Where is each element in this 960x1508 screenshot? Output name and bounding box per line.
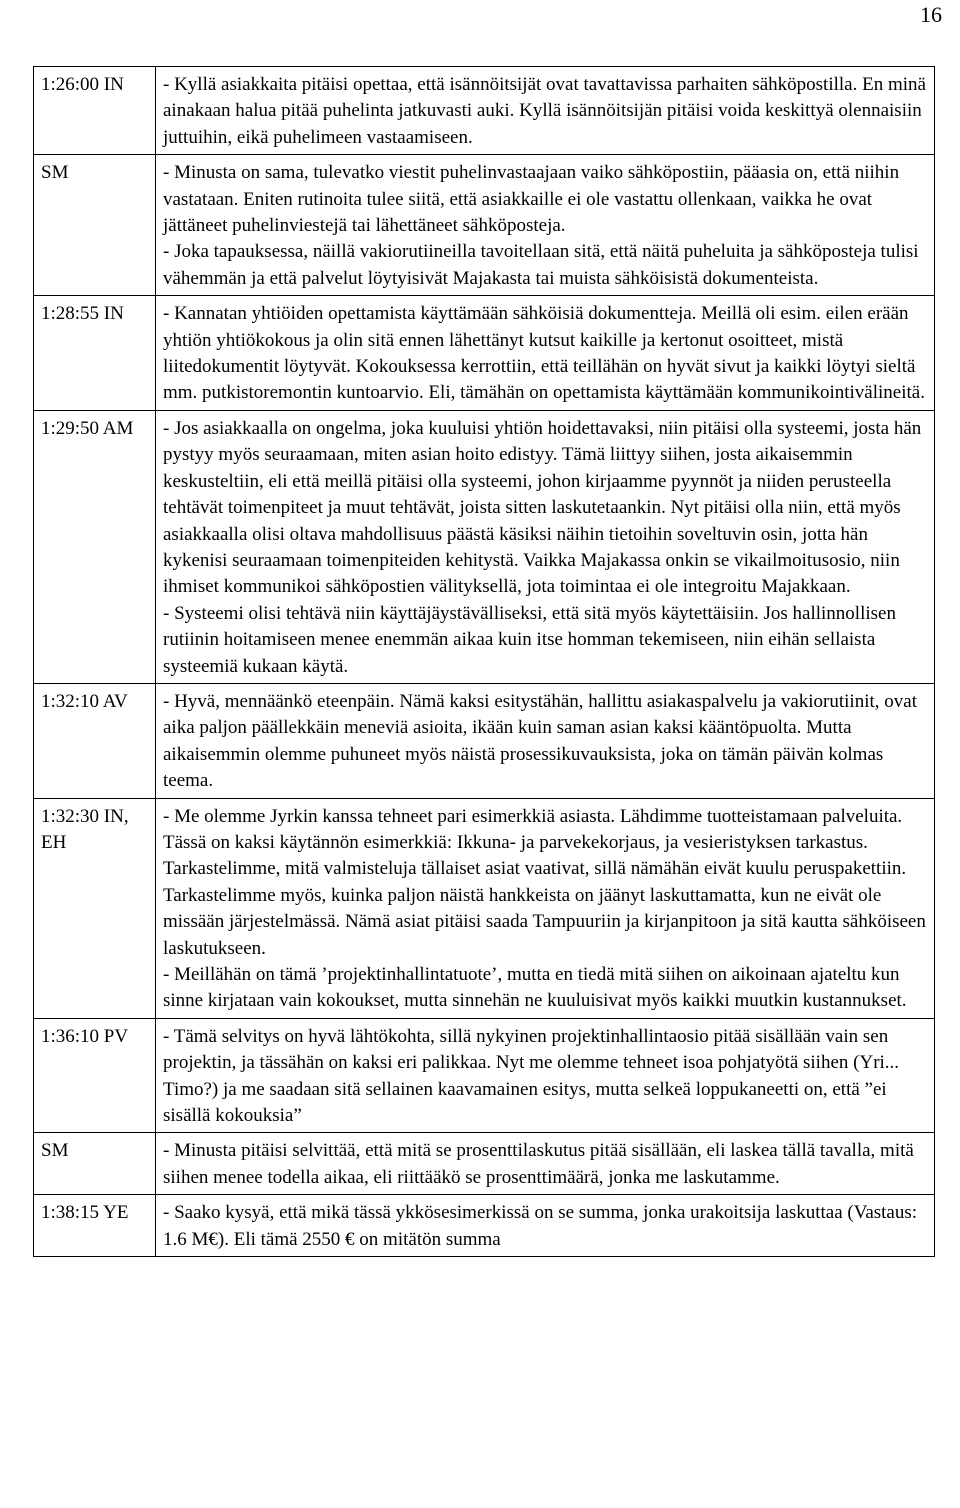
speech-paragraph: - Systeemi olisi tehtävä niin käyttäjäystävälliseksi, että sitä myös käytettäisiin. Jos hallinnollisen rutiinin hoitamiseen menee enemmän aikaa kuin itse homman tekemiseen, niin eihän sellaista systeemiä kukaan käytä. (163, 602, 896, 677)
speaker-cell (34, 1133, 156, 1195)
speech-paragraph: - Jos asiakkaalla on ongelma, joka kuuluisi yhtiön hoidettavaksi, niin pitäisi olla systeemi, josta hän pystyy myös seuraamaan, miten asian hoito edistyy. Tämä liittyy siihen, josta aikaisemmin keskusteltiin, eli että meillä pitäisi olla systeemi, johon kirjaamme pyynnöt ja niiden perusteella tehtävät toimenpiteet ja muut tehtävät, joista sitten laskutetaankin. Nyt pitäisi olla niin, että myös asiakkaalla olisi oltava mahdollisuus päästä käsiksi näihin tietoihin soveltuvin osin, jotta hän kykenisi seuraamaan toimenpiteiden kehitystä. Vaikka Majakassa onkin se vikailmoitusosio, niin ihmiset kommunikoi sähköpostien välityksellä, jota toimintaa ei ole integroitu Majakkaan. (163, 417, 922, 598)
speaker-label: 1:32:10 AV (41, 690, 128, 712)
speaker-label: 1:26:00 IN (41, 74, 124, 95)
transcript-row (34, 155, 935, 296)
speaker-cell (34, 1195, 156, 1257)
transcript-row (34, 798, 935, 1018)
speech-paragraph: - Kannatan yhtiöiden opettamista käyttämään sähköisiä dokumentteja. Meillä oli esim. eilen erään yhtiön yhtiökokous ja olin sitä ennen lähettänyt kutsut kaikille ja kertonut osoitteet, mistä liitedokumentit löytyvät. Kokouksessa kerrottiin, että teillähän on hyvät sivut ja kaikki löytyi sieltä mm. putkistoremontin kuntoarvio. Eli, tämähän on opettamista käyttämään kommunikointivälineitä. (163, 303, 925, 404)
transcript-row (34, 1195, 935, 1257)
transcript-row (34, 1133, 935, 1195)
speech-cell (156, 155, 935, 296)
speech-paragraph: - Tämä selvitys on hyvä lähtökohta, sillä nykyinen projektinhallintaosio pitää sisällään vain sen projektin, ja tässähän on kaksi eri palikkaa. Nyt me olemme tehneet isoa pohjatyötä siihen (Yri... Timo?) ja me saadaan sitä sellainen kaavamainen esitys, mutta selkeä loppukaneetti on, että ”ei sisällä kokouksia” (163, 1025, 900, 1127)
speaker-label: SM (41, 1140, 69, 1162)
speaker-cell (34, 155, 156, 296)
page-number: 16 (920, 2, 942, 27)
speaker-cell (34, 798, 156, 1018)
speaker-label: 1:32:30 IN, EH (41, 805, 129, 853)
speaker-label: 1:28:55 IN (41, 303, 124, 325)
speaker-label: SM (41, 162, 69, 184)
speech-cell (156, 296, 935, 411)
speech-cell (156, 1018, 935, 1133)
speaker-cell (34, 683, 156, 798)
transcript-row (34, 67, 935, 155)
speech-paragraph: - Saako kysyä, että mikä tässä ykkösesimerkissä on se summa, jonka urakoitsija laskuttaa (Vastaus: 1.6 M€). Eli tämä 2550 € on mitätön summa (163, 1202, 918, 1250)
speaker-cell (34, 67, 156, 155)
speaker-cell (34, 296, 156, 411)
speech-paragraph: - Minusta on sama, tulevatko viestit puhelinvastaajaan vaiko sähköpostiin, pääasia on, että niihin vastataan. Eniten rutinoita tulee siitä, että asiakkaille ei ole vastattu ollenkaan, vaikka he ovat jättäneet puhelinviestejä tai lähettäneet sähköposteja. (163, 162, 900, 237)
speech-cell (156, 1133, 935, 1195)
speaker-cell (34, 410, 156, 683)
speech-paragraph: - Me olemme Jyrkin kanssa tehneet pari esimerkkiä asiasta. Lähdimme tuotteistamaan palveluita. Tässä on kaksi käytännön esimerkkiä: Ikkuna- ja parvekekorjaus, ja vesieristyksen tarkastus. Tarkastelimme, mitä valmisteluja tällaiset asiat vaativat, sillä nämähän eivät kuulu peruspakettiin. Tarkastelimme myös, kuinka paljon näistä hankkeista on jäänyt laskuttamatta, kun ne eivät ole missään järjestelmässä. Nämä asiat pitäisi saada Tampuuriin ja kirjanpitoon ja sitä kautta sähköiseen laskutukseen. (163, 805, 926, 959)
transcript-row (34, 410, 935, 683)
speech-paragraph: - Meillähän on tämä ’projektinhallintatuote’, mutta en tiedä mitä siihen on aikoinaan ajateltu kun sinne kirjataan vain kokoukset, mutta sinnehän ne kuuluisivat myös kaikki muutkin kustannukset. (163, 964, 907, 1012)
transcript-body (34, 67, 935, 1257)
speech-paragraph: - Joka tapauksessa, näillä vakiorutiineilla tavoitellaan sitä, että näitä puheluita ja sähköposteja tulisi vähemmän ja että palvelut löytyisivät Majakasta tai muista sähköisistä dokumenteista. (163, 241, 919, 289)
speech-paragraph: - Kyllä asiakkaita pitäisi opettaa, että isännöitsijät ovat tavattavissa parhaiten sähköpostilla. En minä ainakaan halua pitää puhelinta jatkuvasti auki. Kyllä isännöitsijän pitäisi voida keskittyä olennaisiin juttuihin, eikä puhelimeen vastaamiseen. (163, 74, 926, 148)
speech-cell (156, 67, 935, 155)
speech-cell (156, 798, 935, 1018)
speech-paragraph: - Hyvä, mennäänkö eteenpäin. Nämä kaksi esitystähän, hallittu asiakaspalvelu ja vakiorutiinit, ovat aika paljon päällekkäin meneviä asioita, ikään kuin saman asian kaksi kääntöpuolta. Mutta aikaisemmin olemme puhuneet myös näistä prosessikuvauksista, joka on tämän päivän kolmas teema. (163, 690, 917, 792)
speaker-label: 1:29:50 AM (41, 417, 134, 439)
speaker-label: 1:38:15 YE (41, 1202, 129, 1224)
speaker-label: 1:36:10 PV (41, 1025, 129, 1047)
speech-cell (156, 683, 935, 798)
transcript-row (34, 1018, 935, 1133)
speech-cell (156, 410, 935, 683)
speech-paragraph: - Minusta pitäisi selvittää, että mitä se prosenttilaskutus pitää sisällään, eli laskea tällä tavalla, mitä siihen menee todella aikaa, eli riittääkö se prosenttimäärä, jonka me laskutamme. (163, 1140, 914, 1188)
transcript-row (34, 683, 935, 798)
speech-cell (156, 1195, 935, 1257)
speaker-cell (34, 1018, 156, 1133)
transcript-row (34, 296, 935, 411)
transcript-table (33, 66, 935, 1257)
